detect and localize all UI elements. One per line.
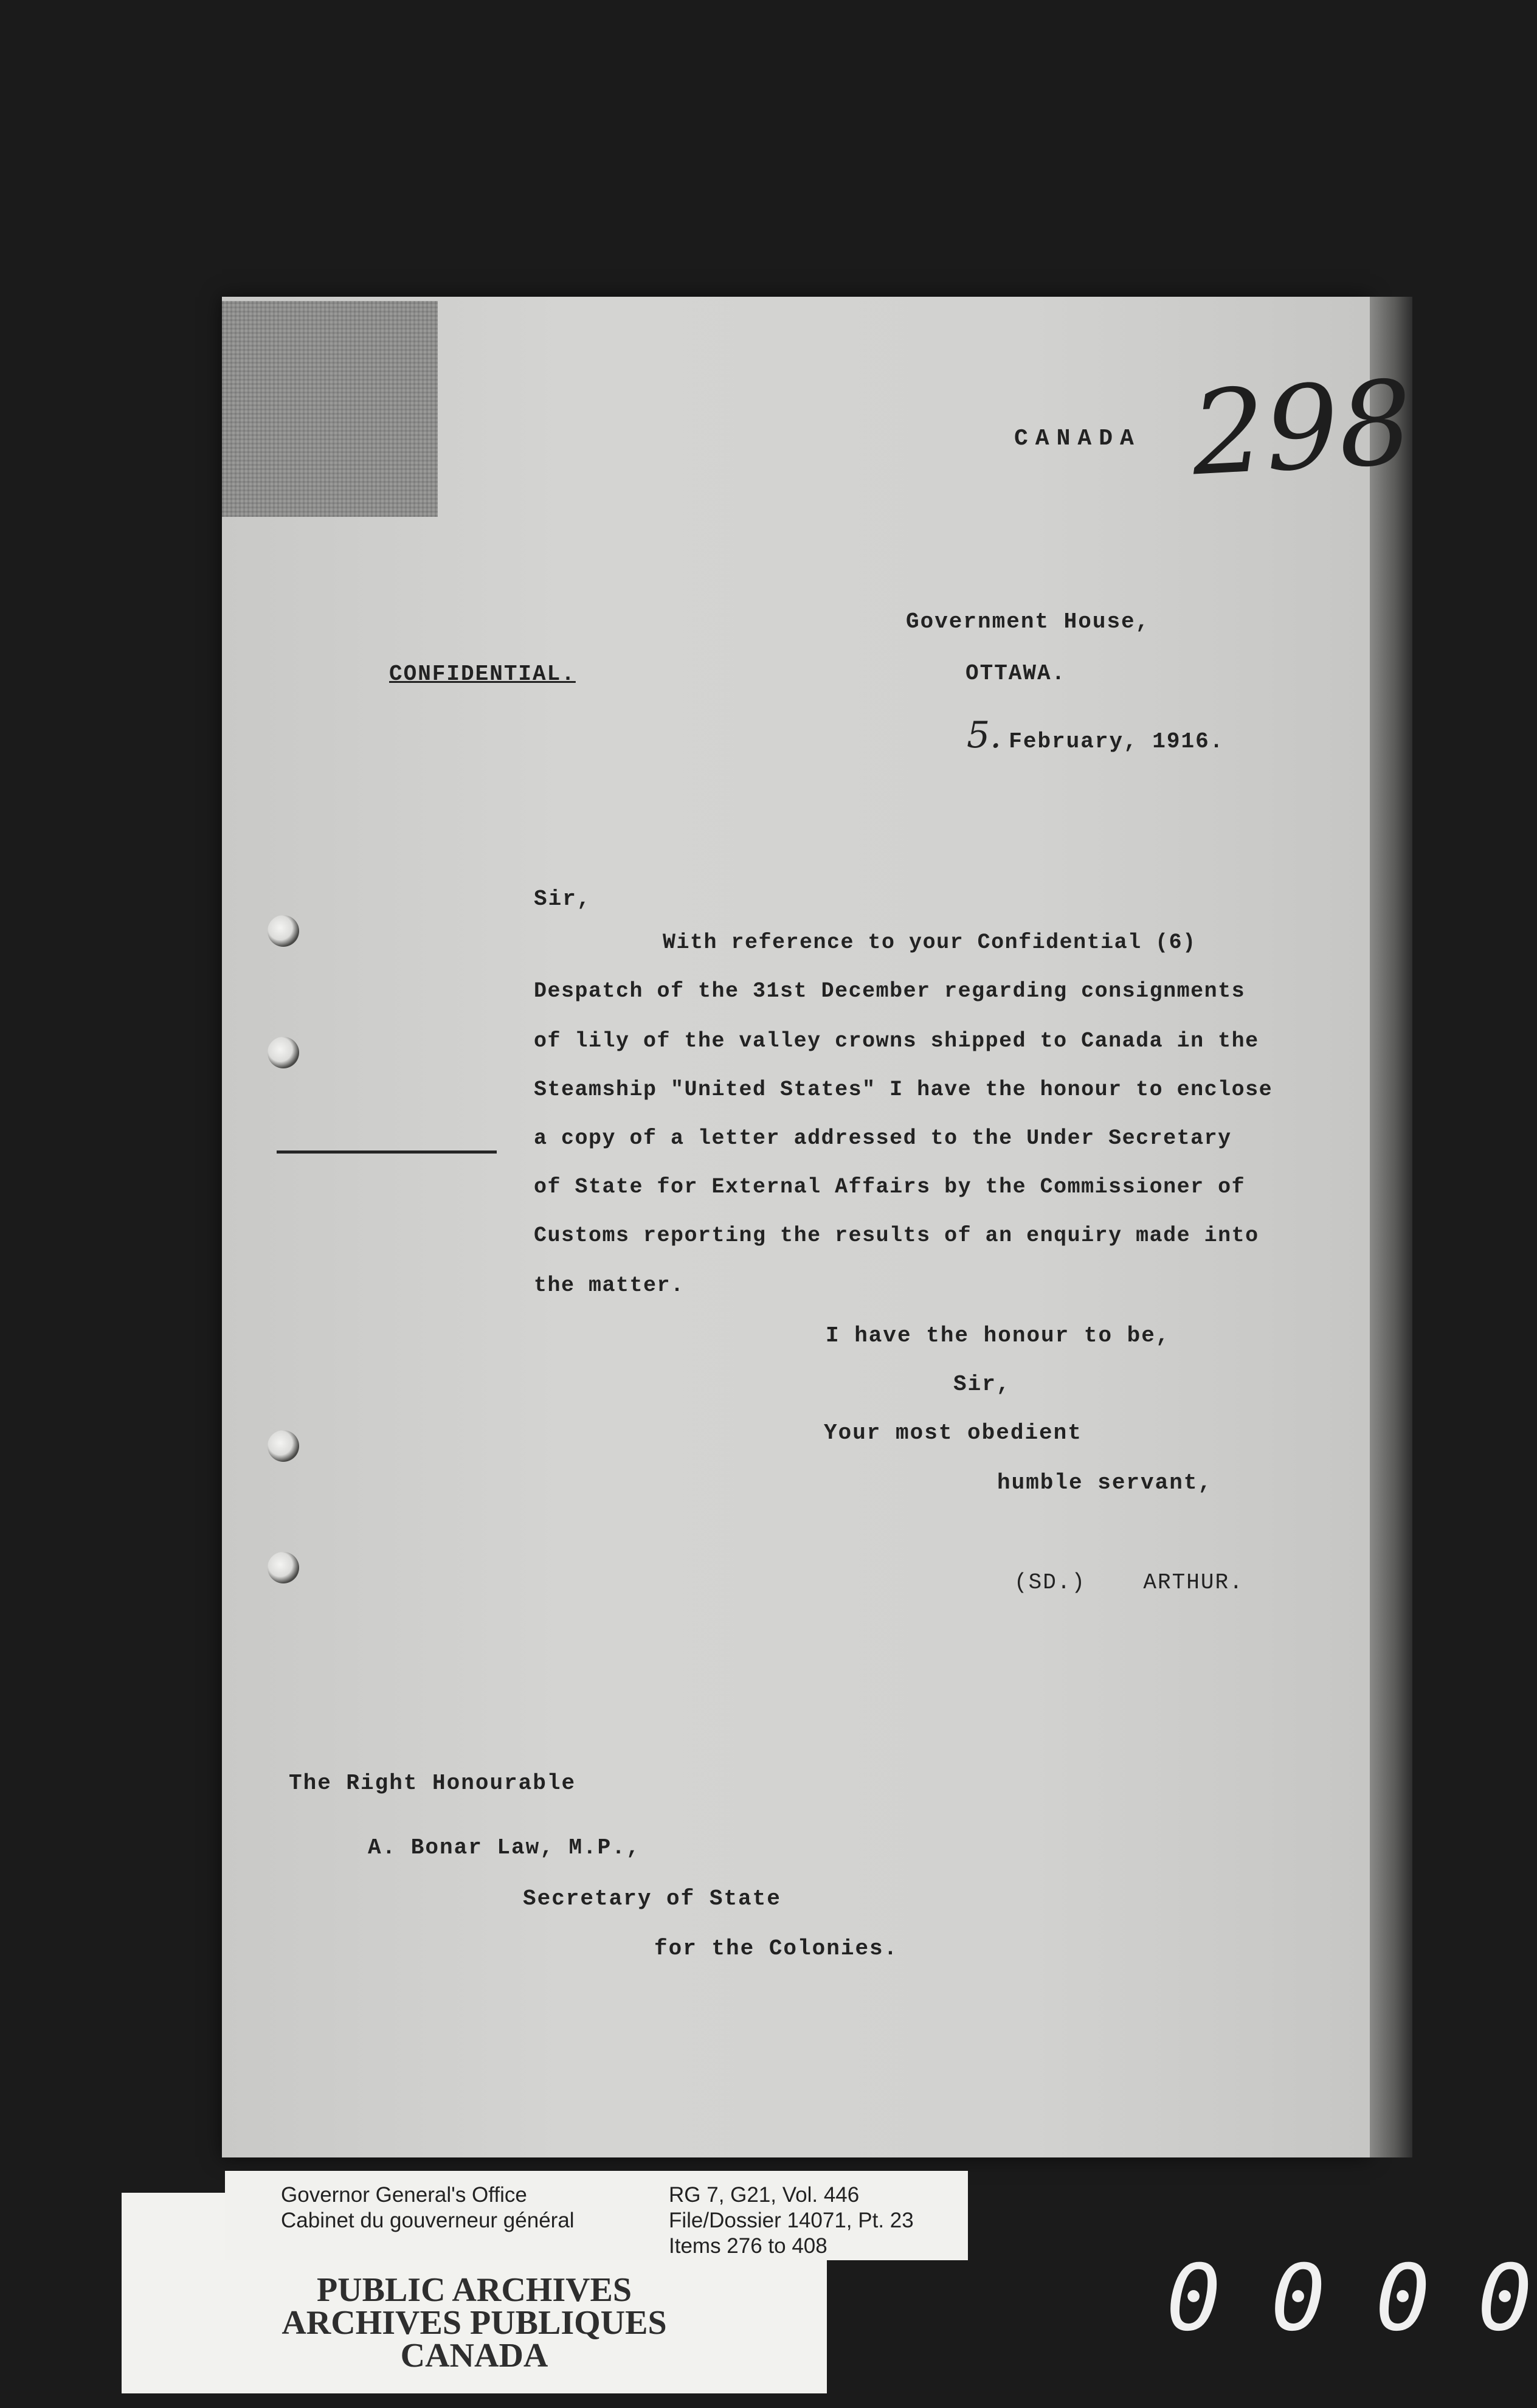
closing-line: humble servant, — [997, 1470, 1213, 1495]
addressee-line: Secretary of State — [523, 1886, 781, 1911]
body-line: a copy of a letter addressed to the Under Secretary — [534, 1126, 1232, 1150]
closing-line: I have the honour to be, — [826, 1323, 1170, 1348]
items-range-ref: Items 276 to 408 — [669, 2234, 827, 2258]
classification-label: CONFIDENTIAL. — [389, 662, 576, 687]
punch-hole — [268, 1552, 299, 1583]
margin-rule — [277, 1150, 497, 1154]
body-line: of State for External Affairs by the Commissioner of — [534, 1175, 1246, 1199]
closing-line: Your most obedient — [824, 1420, 1082, 1445]
punch-hole — [268, 1037, 299, 1068]
body-line: Customs reporting the results of an enquiry made into — [534, 1223, 1259, 1248]
frame-counter-digit: 0 — [1477, 2246, 1533, 2351]
archive-stamp-line: PUBLIC ARCHIVES — [316, 2271, 632, 2309]
office-english: Governor General's Office — [281, 2183, 527, 2207]
page-edge-shadow — [1370, 297, 1412, 2157]
punch-hole — [268, 915, 299, 947]
letter-date — [967, 714, 1224, 756]
frame-counter-digit: 0 — [1271, 2246, 1326, 2351]
file-dossier-ref: File/Dossier 14071, Pt. 23 — [669, 2209, 914, 2232]
body-line: Steamship "United States" I have the honour to enclose — [534, 1078, 1273, 1102]
body-line: Despatch of the 31st December regarding consignments — [534, 979, 1246, 1003]
folio-number: 298 — [1188, 355, 1416, 502]
archive-label — [225, 2171, 968, 2260]
country-heading: CANADA — [1014, 426, 1141, 452]
addressee-line: for the Colonies. — [654, 1936, 899, 1961]
body-line: the matter. — [534, 1273, 685, 1298]
handwritten-day: 5. — [967, 714, 1002, 756]
addressee-line: The Right Honourable — [289, 1771, 576, 1796]
frame-counter-digit: 0 — [1166, 2246, 1221, 2351]
archive-stamp-line: ARCHIVES PUBLIQUES — [281, 2304, 667, 2342]
typed-date: February, 1916. — [1009, 729, 1224, 754]
closing-line: Sir, — [953, 1372, 1011, 1397]
office-french: Cabinet du gouverneur général — [281, 2209, 575, 2232]
frame-counter-digit: 0 — [1375, 2246, 1431, 2351]
sender-city: OTTAWA. — [965, 661, 1066, 686]
body-line: With reference to your Confidential (6) — [663, 930, 1197, 955]
punch-hole — [268, 1430, 299, 1462]
record-group-ref: RG 7, G21, Vol. 446 — [669, 2183, 860, 2207]
binding-tape — [222, 301, 438, 517]
addressee-line: A. Bonar Law, M.P., — [368, 1835, 641, 1860]
signature: (SD.) ARTHUR. — [1014, 1570, 1244, 1595]
salutation: Sir, — [534, 887, 592, 912]
body-line: of lily of the valley crowns shipped to Canada in the — [534, 1029, 1259, 1053]
archive-stamp-line: CANADA — [400, 2337, 548, 2375]
sender-address-line: Government House, — [906, 609, 1150, 634]
